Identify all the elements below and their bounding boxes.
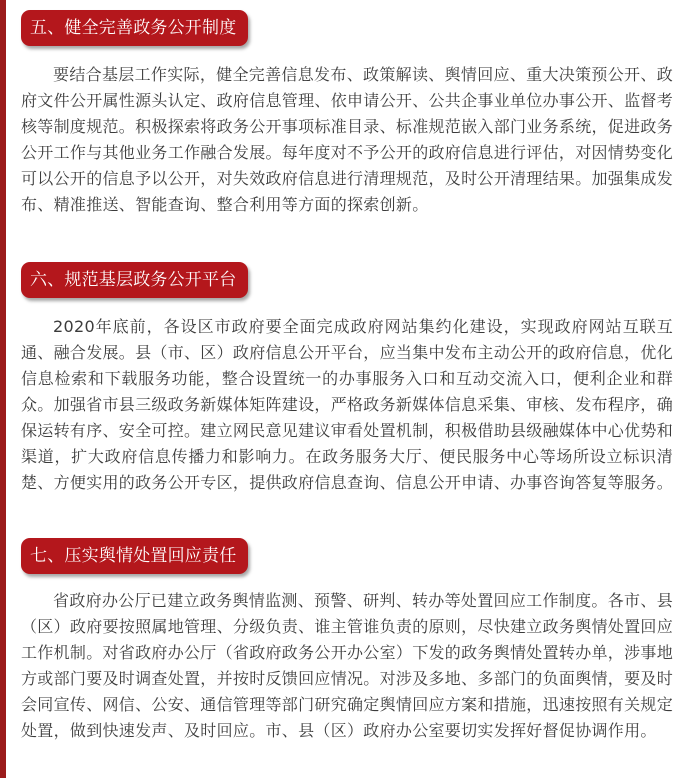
section-six	[21, 262, 673, 496]
section-body: 2020年底前，各设区市政府要全面完成政府网站集约化建设，实现政府网站互联互通、融合发展。县（市、区）政府信息公开平台，应当集中发布主动公开的政府信息，优化信息检索和下载服务功能，整合设置统一的办事服务入口和互动交流入口，便利企业和群众。加强省市县三级政务新媒体矩阵建设，严格政务新媒体信息采集、审核、发布程序，确保运转有序、安全可控。建立网民意见建议审看处置机制，积极借助县级融媒体中心优势和渠道，扩大政府信息传播力和影响力。在政务服务大厅、便民服务中心等场所设立标识清楚、方便实用的政务公开专区，提供政府信息查询、信息公开申请、办事咨询答复等服务。	[21, 317, 674, 492]
section-heading: 六、规范基层政务公开平台	[21, 262, 248, 298]
left-border-rule	[0, 0, 6, 778]
section-five	[21, 10, 673, 218]
section-heading: 七、压实舆情处置回应责任	[21, 538, 248, 574]
section-body: 省政府办公厅已建立政务舆情监测、预警、研判、转办等处置回应工作制度。各市、县（区）政府要按照属地管理、分级负责、谁主管谁负责的原则，尽快建立政务舆情处置回应工作机制。对省政府办公厅（省政府政务公开办公室）下发的政务舆情处置转办单，涉事地方或部门要及时调查处置，并按时反馈回应情况。对涉及多地、多部门的负面舆情，要及时会同宣传、网信、公安、通信管理等部门研究确定舆情回应方案和措施，迅速按照有关规定处置，做到快速发声、及时回应。市、县（区）政府办公室要切实发挥好督促协调作用。	[21, 591, 674, 740]
section-heading: 五、健全完善政务公开制度	[21, 10, 248, 46]
section-seven	[21, 538, 673, 744]
section-body: 要结合基层工作实际，健全完善信息发布、政策解读、舆情回应、重大决策预公开、政府文件公开属性源头认定、政府信息管理、依申请公开、公共企事业单位办事公开、监督考核等制度规范。积极探索将政务公开事项标准目录、标准规范嵌入部门业务系统，促进政务公开工作与其他业务工作融合发展。每年度对不予公开的政府信息进行评估，对因情势变化可以公开的信息予以公开，对失效政府信息进行清理规范，及时公开清理结果。加强集成发布、精准推送、智能查询、整合利用等方面的探索创新。	[21, 65, 674, 214]
